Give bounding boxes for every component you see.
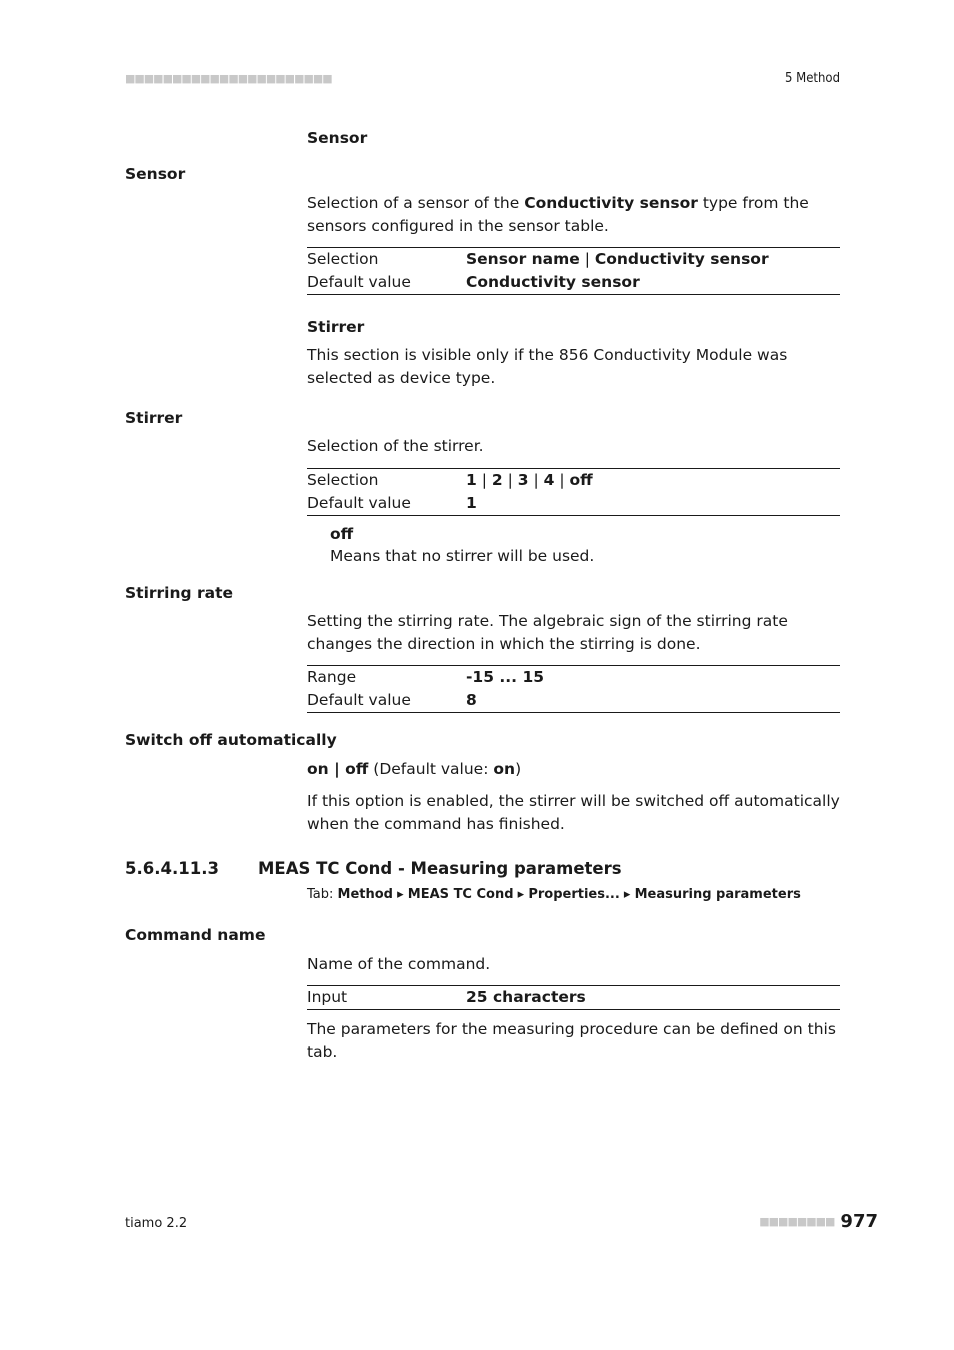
sensor-table: [307, 247, 840, 295]
page-number-block: [759, 1211, 878, 1232]
section-number: 5.6.4.11.3: [125, 859, 219, 878]
tab-path: Tab: Method ▸ MEAS TC Cond ▸ Properties... ▸ Measuring parameters: [307, 887, 801, 902]
switch-off-description: If this option is enabled, the stirrer will be switched off automatically when the command has finished.: [307, 792, 840, 833]
table-value: Conductivity sensor: [466, 273, 640, 291]
sensor-param-name: Sensor: [125, 165, 186, 183]
table-row: [307, 469, 840, 492]
table-row: [307, 492, 840, 515]
table-key: Selection: [307, 471, 379, 489]
product-name: tiamo 2.2: [125, 1216, 188, 1231]
off-term: off: [330, 525, 354, 543]
stirrer-param-name: Stirrer: [125, 409, 183, 427]
switch-off-options: on | off (Default value: on): [307, 760, 522, 778]
table-key: Default value: [307, 273, 411, 291]
command-name-param: Command name: [125, 926, 266, 944]
table-value: 8: [466, 691, 477, 709]
table-value: -15 ... 15: [466, 668, 545, 686]
command-name-table: [307, 985, 840, 1010]
section-title: MEAS TC Cond - Measuring parameters: [258, 859, 622, 878]
switch-off-name: Switch off automatically: [125, 731, 337, 749]
table-key: Default value: [307, 494, 411, 512]
sensor-description: Selection of a sensor of the Conductivity sensor type from the sensors configured in the sensor table.: [307, 194, 809, 235]
command-name-description: Name of the command.: [307, 955, 491, 973]
table-key: Default value: [307, 691, 411, 709]
stirrer-subheading: Stirrer: [307, 318, 365, 336]
table-value: Sensor name | Conductivity sensor: [466, 250, 769, 268]
stirrer-description: Selection of the stirrer.: [307, 437, 484, 455]
stirrer-table: [307, 468, 840, 516]
measuring-parameters-intro: The parameters for the measuring procedure can be defined on this tab.: [307, 1020, 836, 1061]
stirring-rate-name: Stirring rate: [125, 584, 234, 602]
table-key: Selection: [307, 250, 379, 268]
sensor-subheading: Sensor: [307, 129, 368, 147]
table-value: 1: [466, 494, 477, 512]
table-row: [307, 666, 840, 689]
table-row: [307, 689, 840, 712]
header-decoration: ■■■■■■■■■■■■■■■■■■■■■■: [125, 72, 332, 85]
off-description: Means that no stirrer will be used.: [330, 547, 595, 565]
table-row: [307, 248, 840, 271]
table-row: [307, 271, 840, 294]
table-row: [307, 986, 840, 1009]
footer-decoration: ■■■■■■■■: [759, 1215, 835, 1228]
table-key: Range: [307, 668, 357, 686]
stirring-rate-description: Setting the stirring rate. The algebraic sign of the stirring rate changes the direction in which the stirring is done.: [307, 612, 788, 653]
table-key: Input: [307, 988, 348, 1006]
page-number: 977: [840, 1211, 878, 1232]
table-value: 1 | 2 | 3 | 4 | off: [466, 471, 593, 489]
chapter-label: 5 Method: [784, 71, 840, 86]
stirring-rate-table: [307, 665, 840, 713]
stirrer-note: This section is visible only if the 856 Conductivity Module was selected as device type.: [307, 346, 788, 387]
table-value: 25 characters: [466, 988, 586, 1006]
